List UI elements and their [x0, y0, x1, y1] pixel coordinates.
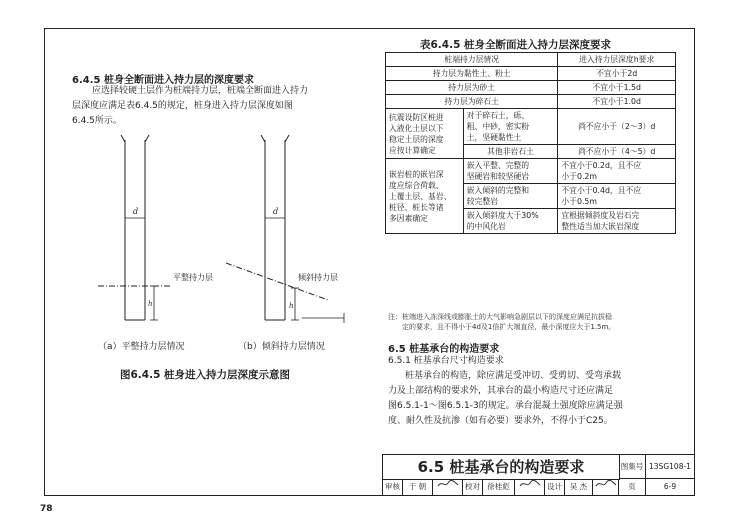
table-title: 表6.4.5 桩身全断面进入持力层深度要求	[420, 39, 612, 51]
pile-penetration-diagram	[88, 128, 378, 338]
atlas-label: 图集号	[619, 455, 646, 479]
seismic-group-cell: 抗震设防区桩进 入液化土层以下 稳定土层的深度 应按计算确定	[386, 109, 464, 159]
check-label: 校对	[463, 479, 483, 495]
paragraph-line: 层深度应满足表6.4.5的规定，桩身进入持力层深度如图	[72, 101, 293, 111]
figure-title: 图6.4.5 桩身进入持力层深度示意图	[120, 369, 291, 381]
design-signature	[593, 479, 619, 495]
dimension-d-label-a: d	[133, 207, 139, 216]
caption-b: （b）倾斜持力层情况	[238, 342, 325, 352]
paragraph-line: 桩基承台的构造，除应满足受冲切、受剪切、受弯承载	[405, 371, 622, 381]
page-label: 页	[619, 479, 646, 495]
header-condition: 桩端持力层情况	[386, 53, 558, 67]
table-row: 其他非岩石土 尚不应小于（4～5）d	[386, 145, 676, 159]
atlas-number: 13SG108-1	[646, 455, 694, 479]
table-row: 持力层为碎石土 不宜小于1.0d	[386, 95, 676, 109]
paragraph-line: 力及上部结构的要求外，其承台的最小构造尺寸还应满足	[388, 386, 614, 396]
table-note-line: 定的要求，且不得小于4d及1倍扩大端直径，最小深度应大于1.5m。	[388, 323, 616, 331]
table-row: 持力层为黏性土、粉土 不宜小于2d	[386, 67, 676, 81]
section-heading-6-4-5: 6.4.5 桩身全断面进入持力层的深度要求	[72, 75, 254, 86]
page-number: 78	[40, 504, 53, 514]
sub-heading-6-5-1: 6.5.1 桩基承台尺寸构造要求	[388, 356, 504, 366]
paragraph-line: 图6.5.1-1～图6.5.1-3的规定。承台混凝土强度除应满足强	[388, 401, 623, 411]
penetration-depth-table	[385, 52, 676, 234]
review-signature	[433, 479, 463, 495]
title-block	[382, 454, 695, 496]
flat-layer-label: 平整持力层	[173, 273, 213, 282]
review-name: 于 朝	[403, 479, 433, 495]
table-header-row	[386, 53, 676, 67]
review-label: 审核	[383, 479, 403, 495]
rock-group-cell: 嵌岩桩的嵌岩深 度应综合荷载、 上覆土层、基岩、 桩径、桩长等诸 多因素确定	[386, 159, 464, 234]
dimension-h-label-b: h	[289, 302, 294, 310]
header-requirement: 进入持力层深度h要求	[558, 53, 676, 67]
table-note-line: 注：桩端进入冻深线或膨胀土的大气影响急剧层以下的深度应满足抗拔稳	[388, 313, 612, 321]
paragraph-line: 6.4.5所示。	[72, 116, 122, 126]
table-row: 持力层为砂土 不宜小于1.5d	[386, 81, 676, 95]
section-heading-6-5: 6.5 桩基承台的构造要求	[388, 344, 500, 355]
sloped-layer-label: 倾斜持力层	[298, 273, 338, 282]
dimension-d-label-b: d	[273, 207, 279, 216]
pile-b	[226, 135, 344, 323]
table-row: 嵌入倾斜的完整和 较完整岩 不宜小于0.4d，且不应 小于0.5m	[386, 184, 676, 209]
dimension-h-label-a: h	[148, 300, 153, 308]
design-label: 设计	[545, 479, 565, 495]
sheet-page-number: 6-9	[663, 482, 677, 491]
table-row: 嵌入倾斜度大于30% 的中风化岩 宜根据倾斜度及岩石完 整性适当加大嵌岩深度	[386, 209, 676, 234]
check-name: 徐桂彪	[483, 479, 515, 495]
check-signature	[515, 479, 545, 495]
table-row: 嵌岩桩的嵌岩深 度应综合荷载、 上覆土层、基岩、 桩径、桩长等诸 多因素确定 嵌入平整、完整的 坚硬岩和较坚硬岩 不宜小于0.2d，且不应 小于0.2m	[386, 159, 676, 184]
pile-a	[98, 135, 172, 320]
paragraph-line: 度、耐久性及抗渗（如有必要）要求外，不得小于C25。	[388, 416, 613, 426]
table-row: 抗震设防区桩进 入液化土层以下 稳定土层的深度 应按计算确定 对于碎石土，砾、 粗、中砂，密实粉 土，坚硬黏性土 尚不应小于（2～3）d	[386, 109, 676, 145]
design-name: 吴 杰	[565, 479, 593, 495]
title-block-title: 6.5 桩基承台的构造要求	[383, 455, 620, 480]
caption-a: （a）平整持力层情况	[98, 342, 185, 352]
paragraph-line: 应选择较硬土层作为桩端持力层，桩端全断面进入持力	[92, 86, 309, 96]
